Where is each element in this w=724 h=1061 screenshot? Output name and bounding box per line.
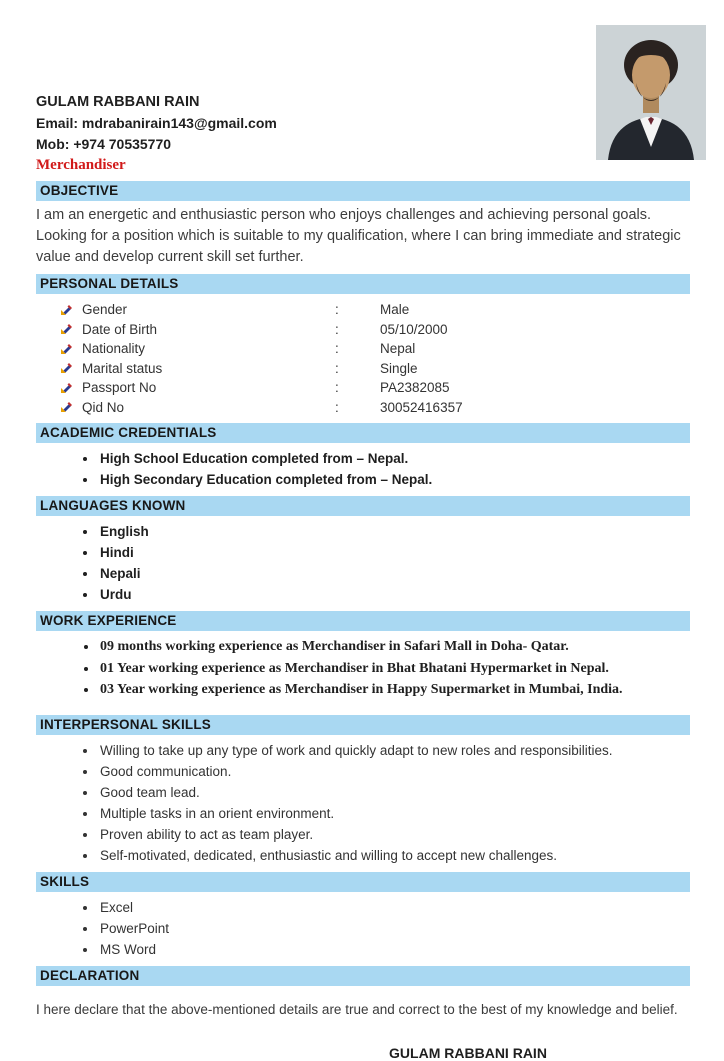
personal-detail-row — [36, 378, 690, 398]
section-heading-declaration: DECLARATION — [36, 966, 690, 986]
detail-separator: : — [335, 341, 339, 356]
detail-separator: : — [335, 321, 339, 337]
arrow-bullet-icon — [60, 362, 74, 374]
detail-value: Single — [380, 360, 418, 376]
list-item: • Willing to take up any type of work and quickly adapt to new roles and responsibilities. — [98, 741, 690, 761]
personal-detail-row — [36, 300, 690, 320]
arrow-bullet-icon — [60, 323, 74, 335]
list-item: • Proven ability to act as team player. — [98, 825, 690, 845]
list-item: • Multiple tasks in an orient environment. — [98, 804, 690, 824]
detail-label: Passport No — [82, 380, 157, 395]
personal-detail-row — [36, 359, 690, 379]
detail-label: Nationality — [82, 341, 146, 356]
personal-detail-row — [36, 320, 690, 340]
detail-label: Qid No — [82, 399, 125, 415]
personal-detail-row — [36, 398, 690, 418]
arrow-bullet-icon — [60, 304, 74, 316]
personal-detail-row — [36, 339, 690, 359]
job-title: Merchandiser — [36, 157, 126, 173]
arrow-bullet-icon — [60, 401, 74, 413]
section-heading-objective: OBJECTIVE — [36, 181, 690, 201]
detail-separator: : — [335, 302, 339, 317]
detail-value: Nepal — [380, 341, 416, 356]
academic-list — [36, 449, 690, 490]
detail-separator: : — [335, 360, 339, 376]
list-item: • 01 Year working experience as Merchandiser in Bhat Bhatani Hypermarket in Nepal. — [98, 659, 690, 680]
detail-label: Date of Birth — [82, 321, 158, 337]
list-item: • Good communication. — [98, 762, 690, 782]
objective-text: I am an energetic and enthusiastic person who enjoys challenges and achieving personal goals. Looking for a position which is suitable to my qualification, where I can bring immediate and strategic value and develop current skill set further. — [36, 207, 681, 265]
profile-photo-illustration — [596, 25, 706, 160]
list-item: • MS Word — [98, 940, 690, 960]
list-item: • Urdu — [98, 585, 690, 605]
profile-photo — [596, 25, 706, 160]
detail-value: PA2382085 — [380, 380, 450, 395]
list-item: • Hindi — [98, 543, 690, 563]
list-item: • PowerPoint — [98, 919, 690, 939]
list-item: • Good team lead. — [98, 783, 690, 803]
list-item: • Excel — [98, 898, 690, 918]
arrow-bullet-icon — [60, 343, 74, 355]
list-item: • Self-motivated, dedicated, enthusiastic and willing to accept new challenges. — [98, 846, 690, 866]
personal-details-list — [36, 300, 690, 417]
detail-value: 30052416357 — [380, 399, 463, 415]
list-item: • 03 Year working experience as Merchandiser in Happy Supermarket in Mumbai, India. — [98, 680, 690, 701]
list-item: • Nepali — [98, 564, 690, 584]
arrow-bullet-icon — [60, 382, 74, 394]
detail-label: Gender — [82, 302, 128, 317]
list-item: • English — [98, 522, 690, 542]
section-heading-personal-details: PERSONAL DETAILS — [36, 274, 690, 294]
detail-separator: : — [335, 399, 339, 415]
signature-name: GULAM RABBANI RAIN — [389, 1044, 547, 1061]
interpersonal-list — [36, 741, 690, 866]
declaration-text: I here declare that the above-mentioned details are true and correct to the best of my knowledge and belief. — [36, 1001, 678, 1017]
mobile-line: Mob: +974 70535770 — [36, 136, 172, 152]
section-heading-work-experience: WORK EXPERIENCE — [36, 611, 690, 631]
section-heading-languages: LANGUAGES KNOWN — [36, 496, 690, 516]
candidate-name: GULAM RABBANI RAIN — [36, 94, 200, 110]
detail-label: Marital status — [82, 360, 163, 376]
detail-value: 05/10/2000 — [380, 321, 448, 337]
list-item: • High School Education completed from – Nepal. — [98, 449, 690, 469]
list-item: • 09 months working experience as Merchandiser in Safari Mall in Doha- Qatar. — [98, 637, 690, 658]
section-heading-interpersonal: INTERPERSONAL SKILLS — [36, 715, 690, 735]
section-heading-skills: SKILLS — [36, 872, 690, 892]
languages-list — [36, 522, 690, 605]
section-heading-academic: ACADEMIC CREDENTIALS — [36, 423, 690, 443]
email-line: Email: mdrabanirain143@gmail.com — [36, 115, 277, 131]
skills-list — [36, 898, 690, 960]
list-item: • High Secondary Education completed from – Nepal. — [98, 470, 690, 490]
work-experience-list — [36, 637, 690, 701]
detail-value: Male — [380, 302, 410, 317]
detail-separator: : — [335, 380, 339, 395]
